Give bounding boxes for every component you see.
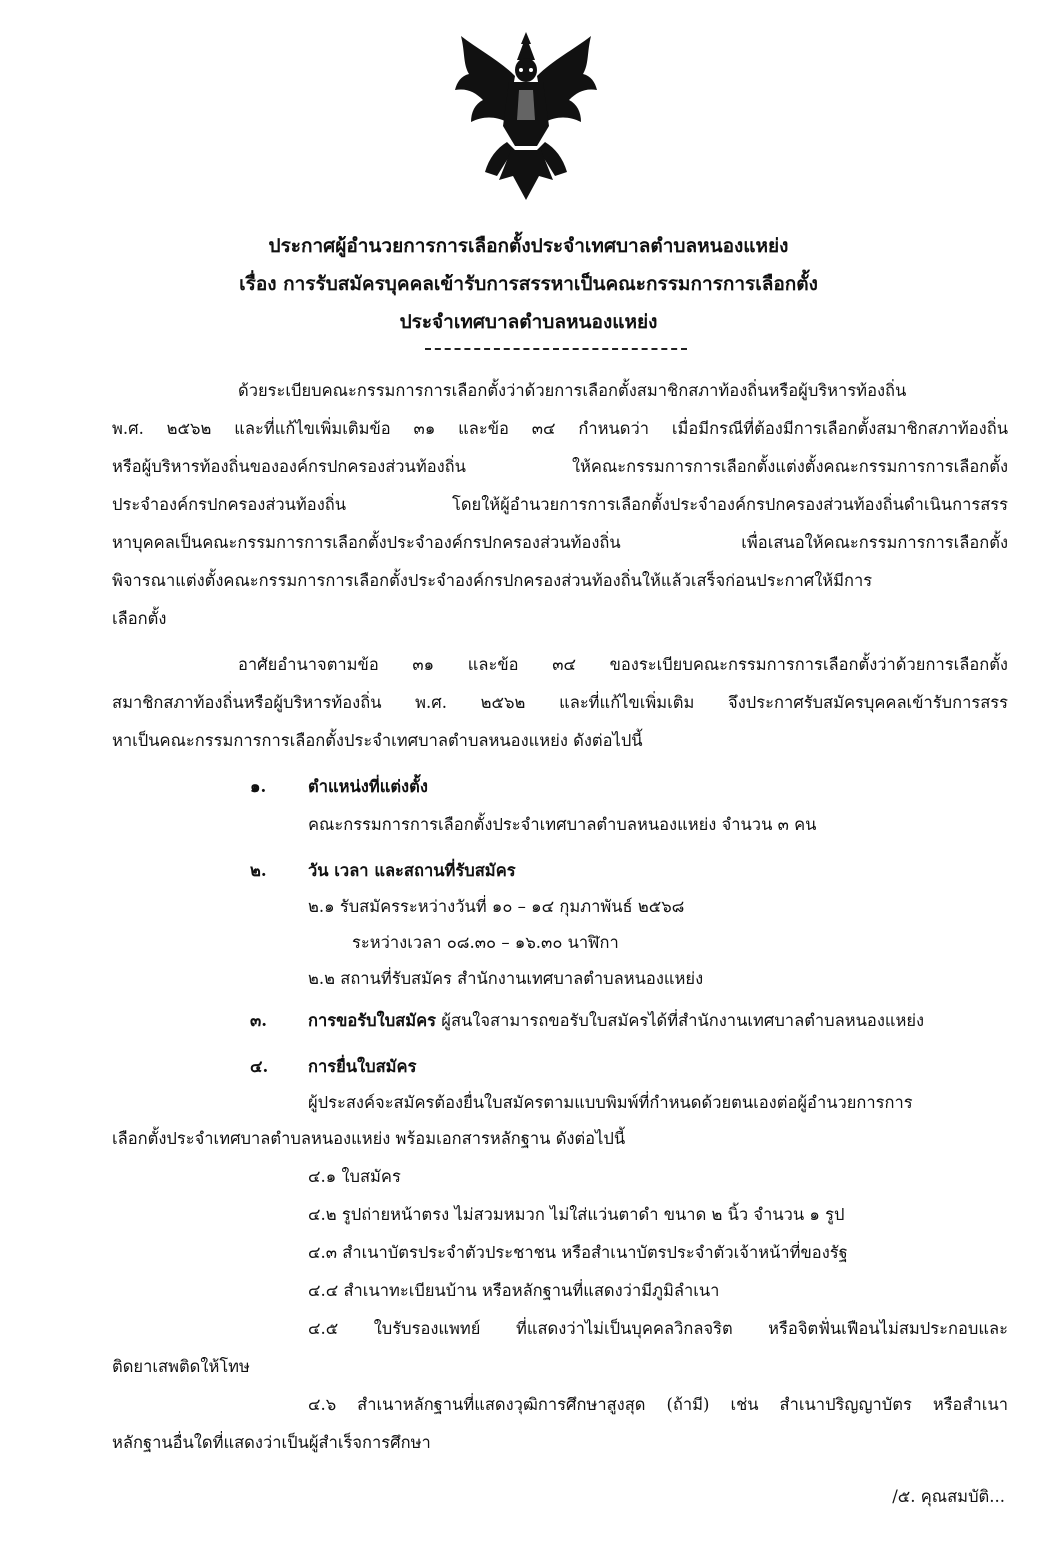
section-2-item: ระหว่างเวลา ๐๘.๓๐ – ๑๖.๓๐ นาฬิกา [352,933,619,952]
para1-line: หรือผู้บริหารท้องถิ่นขององค์กรปกครองส่วนท้องถิ่น ให้คณะกรรมการการเลือกตั้งแต่งตั้งคณะกรรมการการเลือกตั้ง [112,457,1008,476]
para1-line: ด้วยระเบียบคณะกรรมการการเลือกตั้งว่าด้วยการเลือกตั้งสมาชิกสภาท้องถิ่นหรือผู้บริหารท้องถิ่น [238,381,907,400]
section-4-intro: เลือกตั้งประจำเทศบาลตำบลหนองแหย่ง พร้อมเอกสารหลักฐาน ดังต่อไปนี้ [112,1129,626,1148]
document-item: ๔.๕ ใบรับรองแพทย์ ที่แสดงว่าไม่เป็นบุคคลวิกลจริต หรือจิตฟั่นเฟือนไม่สมประกอบและ [308,1319,1008,1338]
continuation-note: /๕. คุณสมบัติ... [892,1487,1005,1506]
section-2-heading [250,858,516,884]
para2-line: อาศัยอำนาจตามข้อ ๓๑ และข้อ ๓๔ ของระเบียบคณะกรรมการการเลือกตั้งว่าด้วยการเลือกตั้ง [238,655,1008,674]
announcement-title: ประกาศผู้อำนวยการการเลือกตั้งประจำเทศบาลตำบลหนองแหย่ง [268,235,789,257]
document-item: ๔.๔ สำเนาทะเบียนบ้าน หรือหลักฐานที่แสดงว่ามีภูมิลำเนา [308,1281,720,1300]
section-1-body: คณะกรรมการการเลือกตั้งประจำเทศบาลตำบลหนองแหย่ง จำนวน ๓ คน [308,815,817,834]
para2-line: สมาชิกสภาท้องถิ่นหรือผู้บริหารท้องถิ่น พ.ศ. ๒๕๖๒ และที่แก้ไขเพิ่มเติม จึงประกาศรับสมัครบุคคลเข้ารับการสรร [112,693,1008,712]
title-divider [425,348,687,350]
section-title: การยื่นใบสมัคร [308,1057,417,1076]
document-item: ๔.๖ สำเนาหลักฐานที่แสดงวุฒิการศึกษาสูงสุด (ถ้ามี) เช่น สำเนาปริญญาบัตร หรือสำเนา [308,1395,1008,1414]
document-item-cont: หลักฐานอื่นใดที่แสดงว่าเป็นผู้สำเร็จการศึกษา [112,1433,431,1452]
para1-line: เลือกตั้ง [112,609,167,628]
para1-line: ประจำองค์กรปกครองส่วนท้องถิ่น โดยให้ผู้อำนวยการการเลือกตั้งประจำองค์กรปกครองส่วนท้องถิ่นดำเนินการสรร [112,495,1008,514]
section-3 [250,1008,924,1034]
document-item-cont: ติดยาเสพติดให้โทษ [112,1357,250,1376]
section-text: ผู้สนใจสามารถขอรับใบสมัครได้ที่สำนักงานเทศบาลตำบลหนองแหย่ง [436,1011,925,1030]
section-2-item: ๒.๑ รับสมัครระหว่างวันที่ ๑๐ – ๑๔ กุมภาพันธ์ ๒๕๖๘ [308,897,685,916]
section-number: ๑. [250,777,267,796]
para2-line: หาเป็นคณะกรรมการการเลือกตั้งประจำเทศบาลตำบลหนองแหย่ง ดังต่อไปนี้ [112,731,643,750]
document-item: ๔.๑ ใบสมัคร [308,1167,401,1186]
section-number: ๔. [250,1057,269,1076]
para1-line: พ.ศ. ๒๕๖๒ และที่แก้ไขเพิ่มเติมข้อ ๓๑ และข้อ ๓๔ กำหนดว่า เมื่อมีกรณีที่ต้องมีการเลือกตั้งสมาชิกสภาท้องถิ่น [112,419,1008,438]
document-item: ๔.๒ รูปถ่ายหน้าตรง ไม่สวมหมวก ไม่ใส่แว่นตาดำ ขนาด ๒ นิ้ว จำนวน ๑ รูป [308,1205,845,1224]
section-4-heading [250,1054,416,1080]
section-number: ๒. [250,861,267,880]
para1-line: พิจารณาแต่งตั้งคณะกรรมการการเลือกตั้งประจำองค์กรปกครองส่วนท้องถิ่นให้แล้วเสร็จก่อนประกาศให้มีการ [112,571,873,590]
section-title: ตำแหน่งที่แต่งตั้ง [308,777,428,796]
section-1-heading [250,774,428,800]
section-title: วัน เวลา และสถานที่รับสมัคร [308,861,516,880]
announcement-subject-cont: ประจำเทศบาลตำบลหนองแหย่ง [399,311,658,333]
section-4-intro: ผู้ประสงค์จะสมัครต้องยื่นใบสมัครตามแบบพิมพ์ที่กำหนดด้วยตนเองต่อผู้อำนวยการการ [308,1093,913,1112]
document-item: ๔.๓ สำเนาบัตรประจำตัวประชาชน หรือสำเนาบัตรประจำตัวเจ้าหน้าที่ของรัฐ [308,1243,848,1262]
garuda-emblem-icon [449,30,603,202]
section-number: ๓. [250,1011,268,1030]
para1-line: หาบุคคลเป็นคณะกรรมการการเลือกตั้งประจำองค์กรปกครองส่วนท้องถิ่น เพื่อเสนอให้คณะกรรมการการเลือกตั้ง [112,533,1008,552]
announcement-subject: เรื่อง การรับสมัครบุคคลเข้ารับการสรรหาเป็นคณะกรรมการการเลือกตั้ง [239,273,818,295]
section-title: การขอรับใบสมัคร [308,1011,437,1030]
section-2-item: ๒.๒ สถานที่รับสมัคร สำนักงานเทศบาลตำบลหนองแหย่ง [308,969,704,988]
